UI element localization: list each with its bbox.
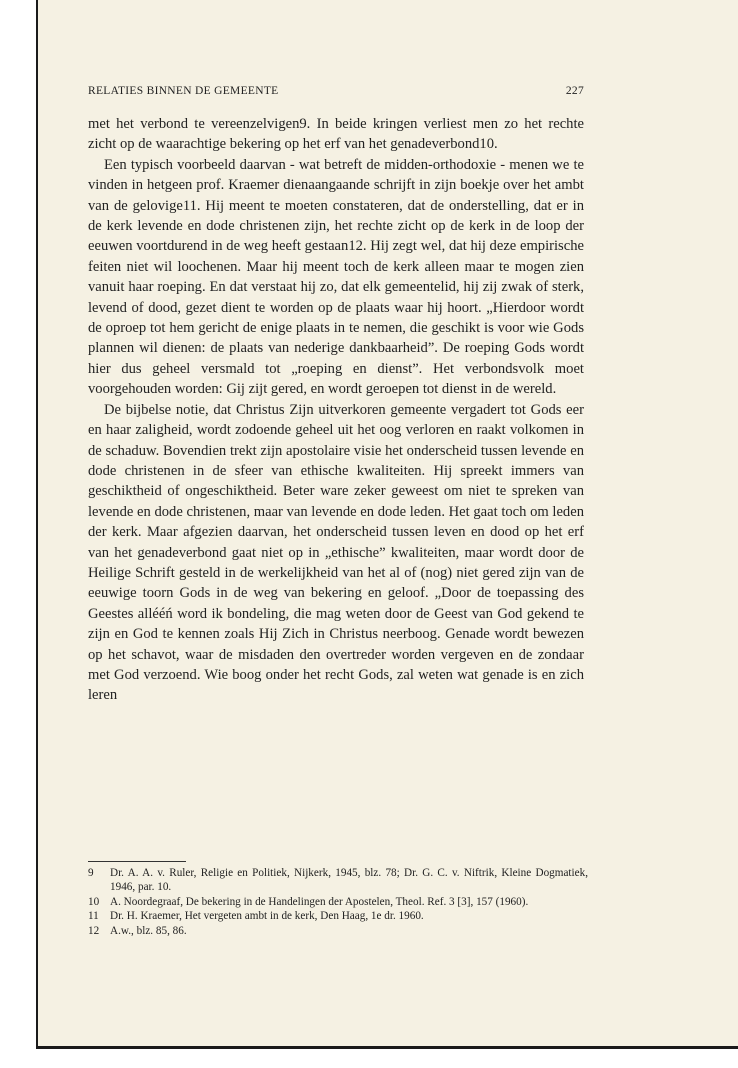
paragraph: met het verbond te vereenzelvigen9. In beide kringen verliest men zo het rechte zicht op de waarachtige bekering op het erf van het genadeverbond10. xyxy=(88,116,584,153)
footnote-number: 11 xyxy=(88,910,99,923)
footnote-number: 9 xyxy=(88,867,94,879)
running-head-title: RELATIES BINNEN DE GEMEENTE xyxy=(88,85,279,97)
footnote-text: A. Noordegraaf, De bekering in de Handelingen der Apostelen, Theol. Ref. 3 [3], 157 (1960). xyxy=(110,895,529,908)
footnote-separator xyxy=(88,861,186,862)
paragraph: Een typisch voorbeeld daarvan - wat betreft de midden-orthodoxie - menen we te vinden in hetgeen prof. Kraemer dienaangaande schrijft in zijn boekje over het ambt van de gelovige11. Hij meent te moeten constateren, dat de onderstelling, dat er in de kerk levende en dode christenen zijn, het rechte zicht op de kerk in de loop der eeuwen voortdurend in de weg heeft gestaan12. Hij zegt wel, dat hij deze empirische feiten niet wil loochenen. Maar hij meent toch de kerk alleen maar te mogen zien vanuit haar roeping. En dat verstaat hij zo, dat elk gemeentelid, hij zij zwak of sterk, levend of dood, gezet dient te worden op de plaats waar hij hoort. „Hierdoor wordt de oproep tot hem gericht de enige plaats in te nemen, die geschikt is voor wie Gods plannen wil dienen: de plaats van nederige dankbaarheid”. De roeping Gods wordt hier dus geheel versmald tot „roeping en dienst”. Het verbondsvolk moet voorgehouden worden: Gij zijt gered, en wordt geroepen tot dienst in de wereld. xyxy=(88,156,584,398)
footnote-text: Dr. H. Kraemer, Het vergeten ambt in de kerk, Den Haag, 1e dr. 1960. xyxy=(110,910,424,923)
body-text xyxy=(88,114,584,706)
paragraph: De bijbelse notie, dat Christus Zijn uitverkoren gemeente vergadert tot Gods eer en haar zaligheid, wordt zodoende geheel uit het oog verloren en raakt volkomen in de schaduw. Bovendien trekt zijn apostolaire visie het onderscheid tussen levende en dode christenen in de sfeer van ethische kwaliteiten. Hij spreekt immers van geschiktheid of ongeschiktheid. Beter ware zeker geweest om niet te spreken van levende en dode christenen, maar van levende en dode leden. Het gaat toch om leden der kerk. Maar afgezien daarvan, het onderscheid tussen leven en dood op het erf van het genadeverbond gaat niet op in „ethische” kwaliteiten, maar wordt door de Heilige Schrift gesteld in de werkelijkheid van het al of (nog) niet gered zijn van de eeuwige toorn Gods in de weg van bekering en geloof. „Door de toepassing des Geestes allééń word ik bondeling, die mag weten door de Geest van God gekend te zijn en God te kennen zoals Hij Zich in Christus neerboog. Genade wordt bewezen op het schavot, waar de misdaden den overtreder worden vergeven en de zondaar met God verzoend. Wie boog onder het recht Gods, zal weten wat genade is en zich leren xyxy=(88,401,584,704)
footnote-text: A.w., blz. 85, 86. xyxy=(110,924,187,937)
footnote-text: Dr. A. A. v. Ruler, Religie en Politiek, Nijkerk, 1945, blz. 78; Dr. G. C. v. Niftrik, Kleine Dogmatiek, 1946, par. 10. xyxy=(110,867,588,894)
page-number: 227 xyxy=(565,85,584,97)
footnote-number: 12 xyxy=(88,924,100,937)
footnote xyxy=(88,866,588,895)
page-bottom-edge xyxy=(36,1046,738,1049)
footnote xyxy=(88,895,588,909)
footnotes xyxy=(88,866,588,938)
footnote xyxy=(88,909,588,923)
footnote-number: 10 xyxy=(88,895,100,908)
footnote xyxy=(88,924,588,938)
page-left-edge xyxy=(36,0,38,1048)
